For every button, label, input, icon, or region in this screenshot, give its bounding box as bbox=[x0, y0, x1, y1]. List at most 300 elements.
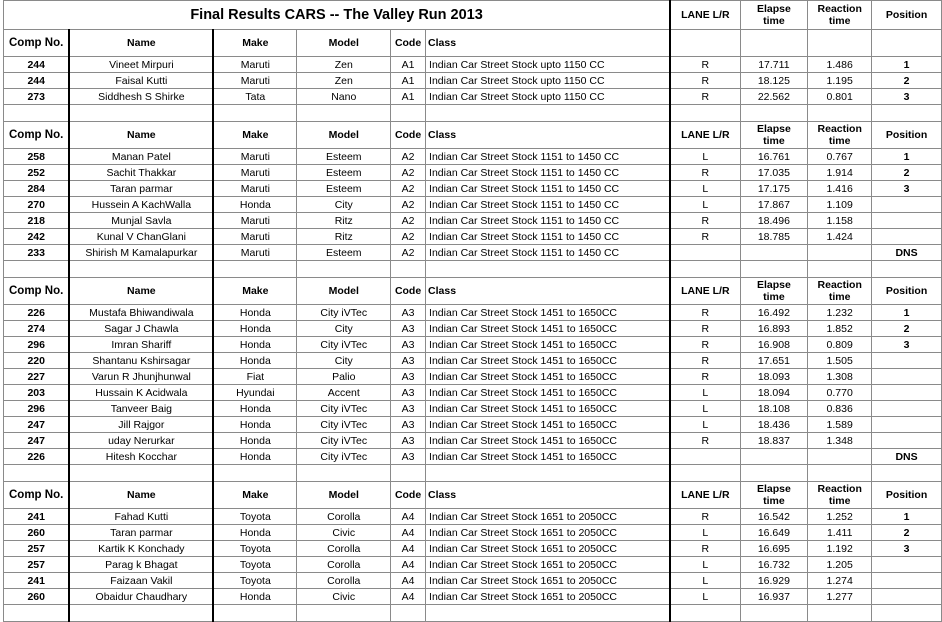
code-cell: A2 bbox=[391, 165, 426, 181]
header-elapse-line2: time bbox=[763, 495, 785, 507]
class-cell: Indian Car Street Stock 1151 to 1450 CC bbox=[426, 165, 671, 181]
position-cell: 1 bbox=[872, 57, 942, 73]
position-cell: 1 bbox=[872, 305, 942, 321]
make-cell: Maruti bbox=[213, 57, 297, 73]
code-cell: A4 bbox=[391, 589, 426, 605]
name-cell: Faisal Kutti bbox=[69, 73, 213, 89]
lane-cell: R bbox=[670, 89, 740, 105]
table-row bbox=[4, 181, 942, 197]
make-cell: Fiat bbox=[213, 369, 297, 385]
header-elapse bbox=[740, 482, 808, 509]
position-cell bbox=[872, 197, 942, 213]
model-cell: City iVTec bbox=[297, 401, 391, 417]
reaction-cell: 1.192 bbox=[808, 541, 872, 557]
comp-no-cell: 270 bbox=[4, 197, 70, 213]
header-model: Model bbox=[297, 122, 391, 149]
model-cell: Civic bbox=[297, 589, 391, 605]
spacer-cell bbox=[69, 465, 213, 482]
spacer-cell bbox=[872, 105, 942, 122]
header-lane: LANE L/R bbox=[670, 1, 740, 30]
lane-cell: R bbox=[670, 165, 740, 181]
code-cell: A3 bbox=[391, 433, 426, 449]
spacer-cell bbox=[670, 605, 740, 622]
table-row bbox=[4, 525, 942, 541]
spacer-cell bbox=[740, 261, 808, 278]
header-elapse-line2: time bbox=[763, 15, 785, 27]
name-cell: Varun R Jhunjhunwal bbox=[69, 369, 213, 385]
name-cell: Munjal Savla bbox=[69, 213, 213, 229]
make-cell: Honda bbox=[213, 305, 297, 321]
position-cell bbox=[872, 369, 942, 385]
position-cell: 3 bbox=[872, 541, 942, 557]
header-reaction-line1: Reaction bbox=[817, 279, 862, 291]
make-cell: Honda bbox=[213, 353, 297, 369]
elapse-cell bbox=[740, 449, 808, 465]
header-make: Make bbox=[213, 278, 297, 305]
comp-no-cell: 260 bbox=[4, 589, 70, 605]
header-code: Code bbox=[391, 122, 426, 149]
lane-cell: L bbox=[670, 385, 740, 401]
code-cell: A2 bbox=[391, 245, 426, 261]
reaction-cell: 0.767 bbox=[808, 149, 872, 165]
model-cell: Corolla bbox=[297, 557, 391, 573]
class-cell: Indian Car Street Stock 1451 to 1650CC bbox=[426, 449, 671, 465]
code-cell: A2 bbox=[391, 197, 426, 213]
reaction-cell: 1.348 bbox=[808, 433, 872, 449]
name-cell: Tanveer Baig bbox=[69, 401, 213, 417]
elapse-cell: 16.649 bbox=[740, 525, 808, 541]
spacer-cell bbox=[808, 465, 872, 482]
elapse-cell: 17.867 bbox=[740, 197, 808, 213]
title-row bbox=[4, 1, 942, 30]
header-lane: LANE L/R bbox=[670, 278, 740, 305]
spacer-cell bbox=[670, 105, 740, 122]
position-cell: 3 bbox=[872, 337, 942, 353]
comp-no-cell: 252 bbox=[4, 165, 70, 181]
header-code: Code bbox=[391, 30, 426, 57]
code-cell: A1 bbox=[391, 73, 426, 89]
make-cell: Maruti bbox=[213, 213, 297, 229]
name-cell: Mustafa Bhiwandiwala bbox=[69, 305, 213, 321]
code-cell: A3 bbox=[391, 417, 426, 433]
table-row bbox=[4, 229, 942, 245]
comp-no-cell: 274 bbox=[4, 321, 70, 337]
model-cell: City iVTec bbox=[297, 417, 391, 433]
code-cell: A4 bbox=[391, 525, 426, 541]
lane-cell bbox=[670, 449, 740, 465]
header-elapse-line2: time bbox=[763, 291, 785, 303]
reaction-cell: 1.589 bbox=[808, 417, 872, 433]
reaction-cell: 1.109 bbox=[808, 197, 872, 213]
elapse-cell: 18.093 bbox=[740, 369, 808, 385]
spacer-cell bbox=[808, 105, 872, 122]
lane-cell: L bbox=[670, 149, 740, 165]
spacer-cell bbox=[297, 605, 391, 622]
spacer-row bbox=[4, 465, 942, 482]
table-row bbox=[4, 245, 942, 261]
name-cell: Sagar J Chawla bbox=[69, 321, 213, 337]
table-row bbox=[4, 509, 942, 525]
model-cell: Esteem bbox=[297, 165, 391, 181]
code-cell: A3 bbox=[391, 369, 426, 385]
model-cell: Civic bbox=[297, 525, 391, 541]
position-cell: 2 bbox=[872, 525, 942, 541]
comp-no-cell: 226 bbox=[4, 449, 70, 465]
table-row bbox=[4, 369, 942, 385]
comp-no-cell: 258 bbox=[4, 149, 70, 165]
reaction-cell: 1.308 bbox=[808, 369, 872, 385]
name-cell: Taran parmar bbox=[69, 181, 213, 197]
header-code: Code bbox=[391, 278, 426, 305]
spacer-row bbox=[4, 605, 942, 622]
header-elapse bbox=[740, 122, 808, 149]
comp-no-cell: 247 bbox=[4, 433, 70, 449]
class-cell: Indian Car Street Stock upto 1150 CC bbox=[426, 89, 671, 105]
class-cell: Indian Car Street Stock 1451 to 1650CC bbox=[426, 401, 671, 417]
class-cell: Indian Car Street Stock upto 1150 CC bbox=[426, 73, 671, 89]
spacer-cell bbox=[808, 261, 872, 278]
header-make: Make bbox=[213, 122, 297, 149]
header-lane-blank bbox=[670, 30, 740, 57]
model-cell: Corolla bbox=[297, 541, 391, 557]
code-cell: A2 bbox=[391, 213, 426, 229]
reaction-cell: 1.852 bbox=[808, 321, 872, 337]
make-cell: Honda bbox=[213, 197, 297, 213]
class-cell: Indian Car Street Stock 1151 to 1450 CC bbox=[426, 181, 671, 197]
header-position-blank bbox=[872, 30, 942, 57]
lane-cell: R bbox=[670, 229, 740, 245]
make-cell: Tata bbox=[213, 89, 297, 105]
code-cell: A3 bbox=[391, 321, 426, 337]
make-cell: Honda bbox=[213, 589, 297, 605]
header-elapse-line2: time bbox=[763, 135, 785, 147]
model-cell: City bbox=[297, 321, 391, 337]
make-cell: Honda bbox=[213, 433, 297, 449]
lane-cell: R bbox=[670, 321, 740, 337]
make-cell: Maruti bbox=[213, 165, 297, 181]
lane-cell bbox=[670, 245, 740, 261]
model-cell: Esteem bbox=[297, 149, 391, 165]
name-cell: Obaidur Chaudhary bbox=[69, 589, 213, 605]
spacer-row bbox=[4, 105, 942, 122]
position-cell: 1 bbox=[872, 149, 942, 165]
header-class: Class bbox=[426, 122, 671, 149]
elapse-cell: 17.651 bbox=[740, 353, 808, 369]
code-cell: A2 bbox=[391, 149, 426, 165]
results-table bbox=[3, 0, 942, 622]
header-make: Make bbox=[213, 482, 297, 509]
lane-cell: R bbox=[670, 541, 740, 557]
name-cell: Parag k Bhagat bbox=[69, 557, 213, 573]
comp-no-cell: 296 bbox=[4, 337, 70, 353]
reaction-cell: 1.205 bbox=[808, 557, 872, 573]
comp-no-cell: 226 bbox=[4, 305, 70, 321]
header-reaction-line1: Reaction bbox=[817, 123, 862, 135]
model-cell: Accent bbox=[297, 385, 391, 401]
name-cell: Shantanu Kshirsagar bbox=[69, 353, 213, 369]
elapse-cell: 16.937 bbox=[740, 589, 808, 605]
spacer-cell bbox=[670, 261, 740, 278]
reaction-cell: 1.274 bbox=[808, 573, 872, 589]
code-cell: A3 bbox=[391, 385, 426, 401]
lane-cell: L bbox=[670, 197, 740, 213]
header-name: Name bbox=[69, 122, 213, 149]
name-cell: Manan Patel bbox=[69, 149, 213, 165]
name-cell: Kartik K Konchady bbox=[69, 541, 213, 557]
model-cell: Corolla bbox=[297, 509, 391, 525]
table-row bbox=[4, 213, 942, 229]
spacer-cell bbox=[872, 261, 942, 278]
header-elapse-line1: Elapse bbox=[756, 123, 791, 135]
header-elapse bbox=[740, 1, 808, 30]
class-cell: Indian Car Street Stock 1451 to 1650CC bbox=[426, 321, 671, 337]
header-comp-no: Comp No. bbox=[4, 482, 70, 509]
results-body bbox=[4, 1, 942, 622]
spacer-cell bbox=[69, 105, 213, 122]
position-cell: 2 bbox=[872, 165, 942, 181]
lane-cell: L bbox=[670, 525, 740, 541]
table-row bbox=[4, 385, 942, 401]
reaction-cell: 1.277 bbox=[808, 589, 872, 605]
header-elapse-blank bbox=[740, 30, 808, 57]
elapse-cell: 22.562 bbox=[740, 89, 808, 105]
title-cell bbox=[4, 1, 671, 30]
spacer-cell bbox=[426, 605, 671, 622]
name-cell: Hitesh Kocchar bbox=[69, 449, 213, 465]
code-cell: A4 bbox=[391, 509, 426, 525]
position-cell bbox=[872, 557, 942, 573]
elapse-cell: 16.492 bbox=[740, 305, 808, 321]
model-cell: Ritz bbox=[297, 213, 391, 229]
elapse-cell: 18.108 bbox=[740, 401, 808, 417]
group-header-row bbox=[4, 482, 942, 509]
position-cell bbox=[872, 401, 942, 417]
spacer-cell bbox=[4, 105, 70, 122]
spacer-cell bbox=[426, 261, 671, 278]
reaction-cell: 1.195 bbox=[808, 73, 872, 89]
code-cell: A3 bbox=[391, 337, 426, 353]
position-cell bbox=[872, 417, 942, 433]
spacer-row bbox=[4, 261, 942, 278]
header-class: Class bbox=[426, 278, 671, 305]
class-cell: Indian Car Street Stock 1651 to 2050CC bbox=[426, 525, 671, 541]
reaction-cell: 1.416 bbox=[808, 181, 872, 197]
class-cell: Indian Car Street Stock 1651 to 2050CC bbox=[426, 573, 671, 589]
elapse-cell: 18.837 bbox=[740, 433, 808, 449]
header-make: Make bbox=[213, 30, 297, 57]
lane-cell: L bbox=[670, 589, 740, 605]
code-cell: A4 bbox=[391, 573, 426, 589]
spacer-cell bbox=[4, 605, 70, 622]
name-cell: Kunal V ChanGlani bbox=[69, 229, 213, 245]
table-row bbox=[4, 433, 942, 449]
comp-no-cell: 284 bbox=[4, 181, 70, 197]
class-cell: Indian Car Street Stock 1451 to 1650CC bbox=[426, 369, 671, 385]
model-cell: City iVTec bbox=[297, 449, 391, 465]
elapse-cell: 18.094 bbox=[740, 385, 808, 401]
lane-cell: L bbox=[670, 557, 740, 573]
comp-no-cell: 244 bbox=[4, 57, 70, 73]
position-cell bbox=[872, 433, 942, 449]
header-model: Model bbox=[297, 30, 391, 57]
reaction-cell: 1.232 bbox=[808, 305, 872, 321]
elapse-cell: 16.908 bbox=[740, 337, 808, 353]
spacer-cell bbox=[391, 605, 426, 622]
class-cell: Indian Car Street Stock 1451 to 1650CC bbox=[426, 353, 671, 369]
class-cell: Indian Car Street Stock 1151 to 1450 CC bbox=[426, 229, 671, 245]
comp-no-cell: 227 bbox=[4, 369, 70, 385]
header-lane: LANE L/R bbox=[670, 122, 740, 149]
lane-cell: R bbox=[670, 305, 740, 321]
model-cell: Esteem bbox=[297, 181, 391, 197]
class-cell: Indian Car Street Stock 1151 to 1450 CC bbox=[426, 245, 671, 261]
header-comp-no: Comp No. bbox=[4, 278, 70, 305]
name-cell: Jill Rajgor bbox=[69, 417, 213, 433]
name-cell: Vineet Mirpuri bbox=[69, 57, 213, 73]
reaction-cell: 1.424 bbox=[808, 229, 872, 245]
elapse-cell: 17.711 bbox=[740, 57, 808, 73]
lane-cell: R bbox=[670, 369, 740, 385]
spacer-cell bbox=[297, 465, 391, 482]
code-cell: A3 bbox=[391, 305, 426, 321]
position-cell bbox=[872, 353, 942, 369]
code-cell: A2 bbox=[391, 181, 426, 197]
model-cell: Ritz bbox=[297, 229, 391, 245]
spacer-cell bbox=[297, 261, 391, 278]
table-row bbox=[4, 401, 942, 417]
table-row bbox=[4, 337, 942, 353]
header-class: Class bbox=[426, 482, 671, 509]
header-model: Model bbox=[297, 482, 391, 509]
comp-no-cell: 257 bbox=[4, 541, 70, 557]
model-cell: City iVTec bbox=[297, 305, 391, 321]
make-cell: Honda bbox=[213, 321, 297, 337]
table-row bbox=[4, 73, 942, 89]
make-cell: Maruti bbox=[213, 149, 297, 165]
reaction-cell bbox=[808, 449, 872, 465]
make-cell: Honda bbox=[213, 337, 297, 353]
model-cell: Zen bbox=[297, 57, 391, 73]
class-cell: Indian Car Street Stock 1651 to 2050CC bbox=[426, 509, 671, 525]
class-cell: Indian Car Street Stock 1151 to 1450 CC bbox=[426, 149, 671, 165]
table-row bbox=[4, 89, 942, 105]
model-cell: Nano bbox=[297, 89, 391, 105]
class-cell: Indian Car Street Stock 1451 to 1650CC bbox=[426, 305, 671, 321]
spacer-cell bbox=[4, 261, 70, 278]
comp-no-cell: 241 bbox=[4, 573, 70, 589]
table-row bbox=[4, 417, 942, 433]
header-reaction bbox=[808, 122, 872, 149]
elapse-cell: 18.436 bbox=[740, 417, 808, 433]
results-sheet bbox=[3, 0, 942, 622]
header-model: Model bbox=[297, 278, 391, 305]
header-name: Name bbox=[69, 30, 213, 57]
name-cell: Fahad Kutti bbox=[69, 509, 213, 525]
header-reaction-line2: time bbox=[828, 15, 851, 27]
table-row bbox=[4, 557, 942, 573]
header-lane: LANE L/R bbox=[670, 482, 740, 509]
header-reaction-line2: time bbox=[828, 135, 851, 147]
spacer-cell bbox=[391, 261, 426, 278]
position-cell: 2 bbox=[872, 321, 942, 337]
make-cell: Honda bbox=[213, 449, 297, 465]
page-title: Final Results CARS -- The Valley Run 2013 bbox=[190, 6, 483, 23]
table-row bbox=[4, 165, 942, 181]
model-cell: City iVTec bbox=[297, 433, 391, 449]
elapse-cell: 18.125 bbox=[740, 73, 808, 89]
make-cell: Toyota bbox=[213, 541, 297, 557]
class-cell: Indian Car Street Stock 1451 to 1650CC bbox=[426, 433, 671, 449]
spacer-cell bbox=[213, 105, 297, 122]
elapse-cell: 17.175 bbox=[740, 181, 808, 197]
header-reaction bbox=[808, 1, 872, 30]
elapse-cell: 16.732 bbox=[740, 557, 808, 573]
header-name: Name bbox=[69, 278, 213, 305]
class-cell: Indian Car Street Stock 1151 to 1450 CC bbox=[426, 197, 671, 213]
reaction-cell: 1.486 bbox=[808, 57, 872, 73]
reaction-cell: 1.252 bbox=[808, 509, 872, 525]
header-reaction-line2: time bbox=[828, 291, 851, 303]
name-cell: Siddhesh S Shirke bbox=[69, 89, 213, 105]
position-cell bbox=[872, 573, 942, 589]
name-cell: Faizaan Vakil bbox=[69, 573, 213, 589]
code-cell: A3 bbox=[391, 401, 426, 417]
reaction-cell: 1.505 bbox=[808, 353, 872, 369]
model-cell: City iVTec bbox=[297, 337, 391, 353]
position-cell bbox=[872, 385, 942, 401]
position-cell bbox=[872, 229, 942, 245]
make-cell: Hyundai bbox=[213, 385, 297, 401]
reaction-cell: 0.809 bbox=[808, 337, 872, 353]
reaction-cell: 0.770 bbox=[808, 385, 872, 401]
header-elapse-line1: Elapse bbox=[756, 279, 791, 291]
comp-no-cell: 241 bbox=[4, 509, 70, 525]
code-cell: A1 bbox=[391, 89, 426, 105]
reaction-cell: 1.914 bbox=[808, 165, 872, 181]
code-cell: A2 bbox=[391, 229, 426, 245]
comp-no-cell: 220 bbox=[4, 353, 70, 369]
header-elapse-line1: Elapse bbox=[756, 483, 791, 495]
table-row bbox=[4, 305, 942, 321]
table-row bbox=[4, 541, 942, 557]
comp-no-cell: 233 bbox=[4, 245, 70, 261]
make-cell: Honda bbox=[213, 525, 297, 541]
position-cell: 2 bbox=[872, 73, 942, 89]
header-elapse bbox=[740, 278, 808, 305]
comp-no-cell: 244 bbox=[4, 73, 70, 89]
comp-no-cell: 242 bbox=[4, 229, 70, 245]
lane-cell: R bbox=[670, 509, 740, 525]
comp-no-cell: 257 bbox=[4, 557, 70, 573]
group-header-row bbox=[4, 122, 942, 149]
class-cell: Indian Car Street Stock 1651 to 2050CC bbox=[426, 589, 671, 605]
lane-cell: R bbox=[670, 57, 740, 73]
model-cell: Esteem bbox=[297, 245, 391, 261]
code-cell: A4 bbox=[391, 541, 426, 557]
header-position: Position bbox=[872, 278, 942, 305]
name-cell: uday Nerurkar bbox=[69, 433, 213, 449]
lane-cell: R bbox=[670, 353, 740, 369]
elapse-cell: 18.496 bbox=[740, 213, 808, 229]
class-cell: Indian Car Street Stock upto 1150 CC bbox=[426, 57, 671, 73]
spacer-cell bbox=[213, 605, 297, 622]
table-row bbox=[4, 57, 942, 73]
code-cell: A3 bbox=[391, 449, 426, 465]
model-cell: Corolla bbox=[297, 573, 391, 589]
name-cell: Taran parmar bbox=[69, 525, 213, 541]
spacer-cell bbox=[391, 105, 426, 122]
table-row bbox=[4, 449, 942, 465]
